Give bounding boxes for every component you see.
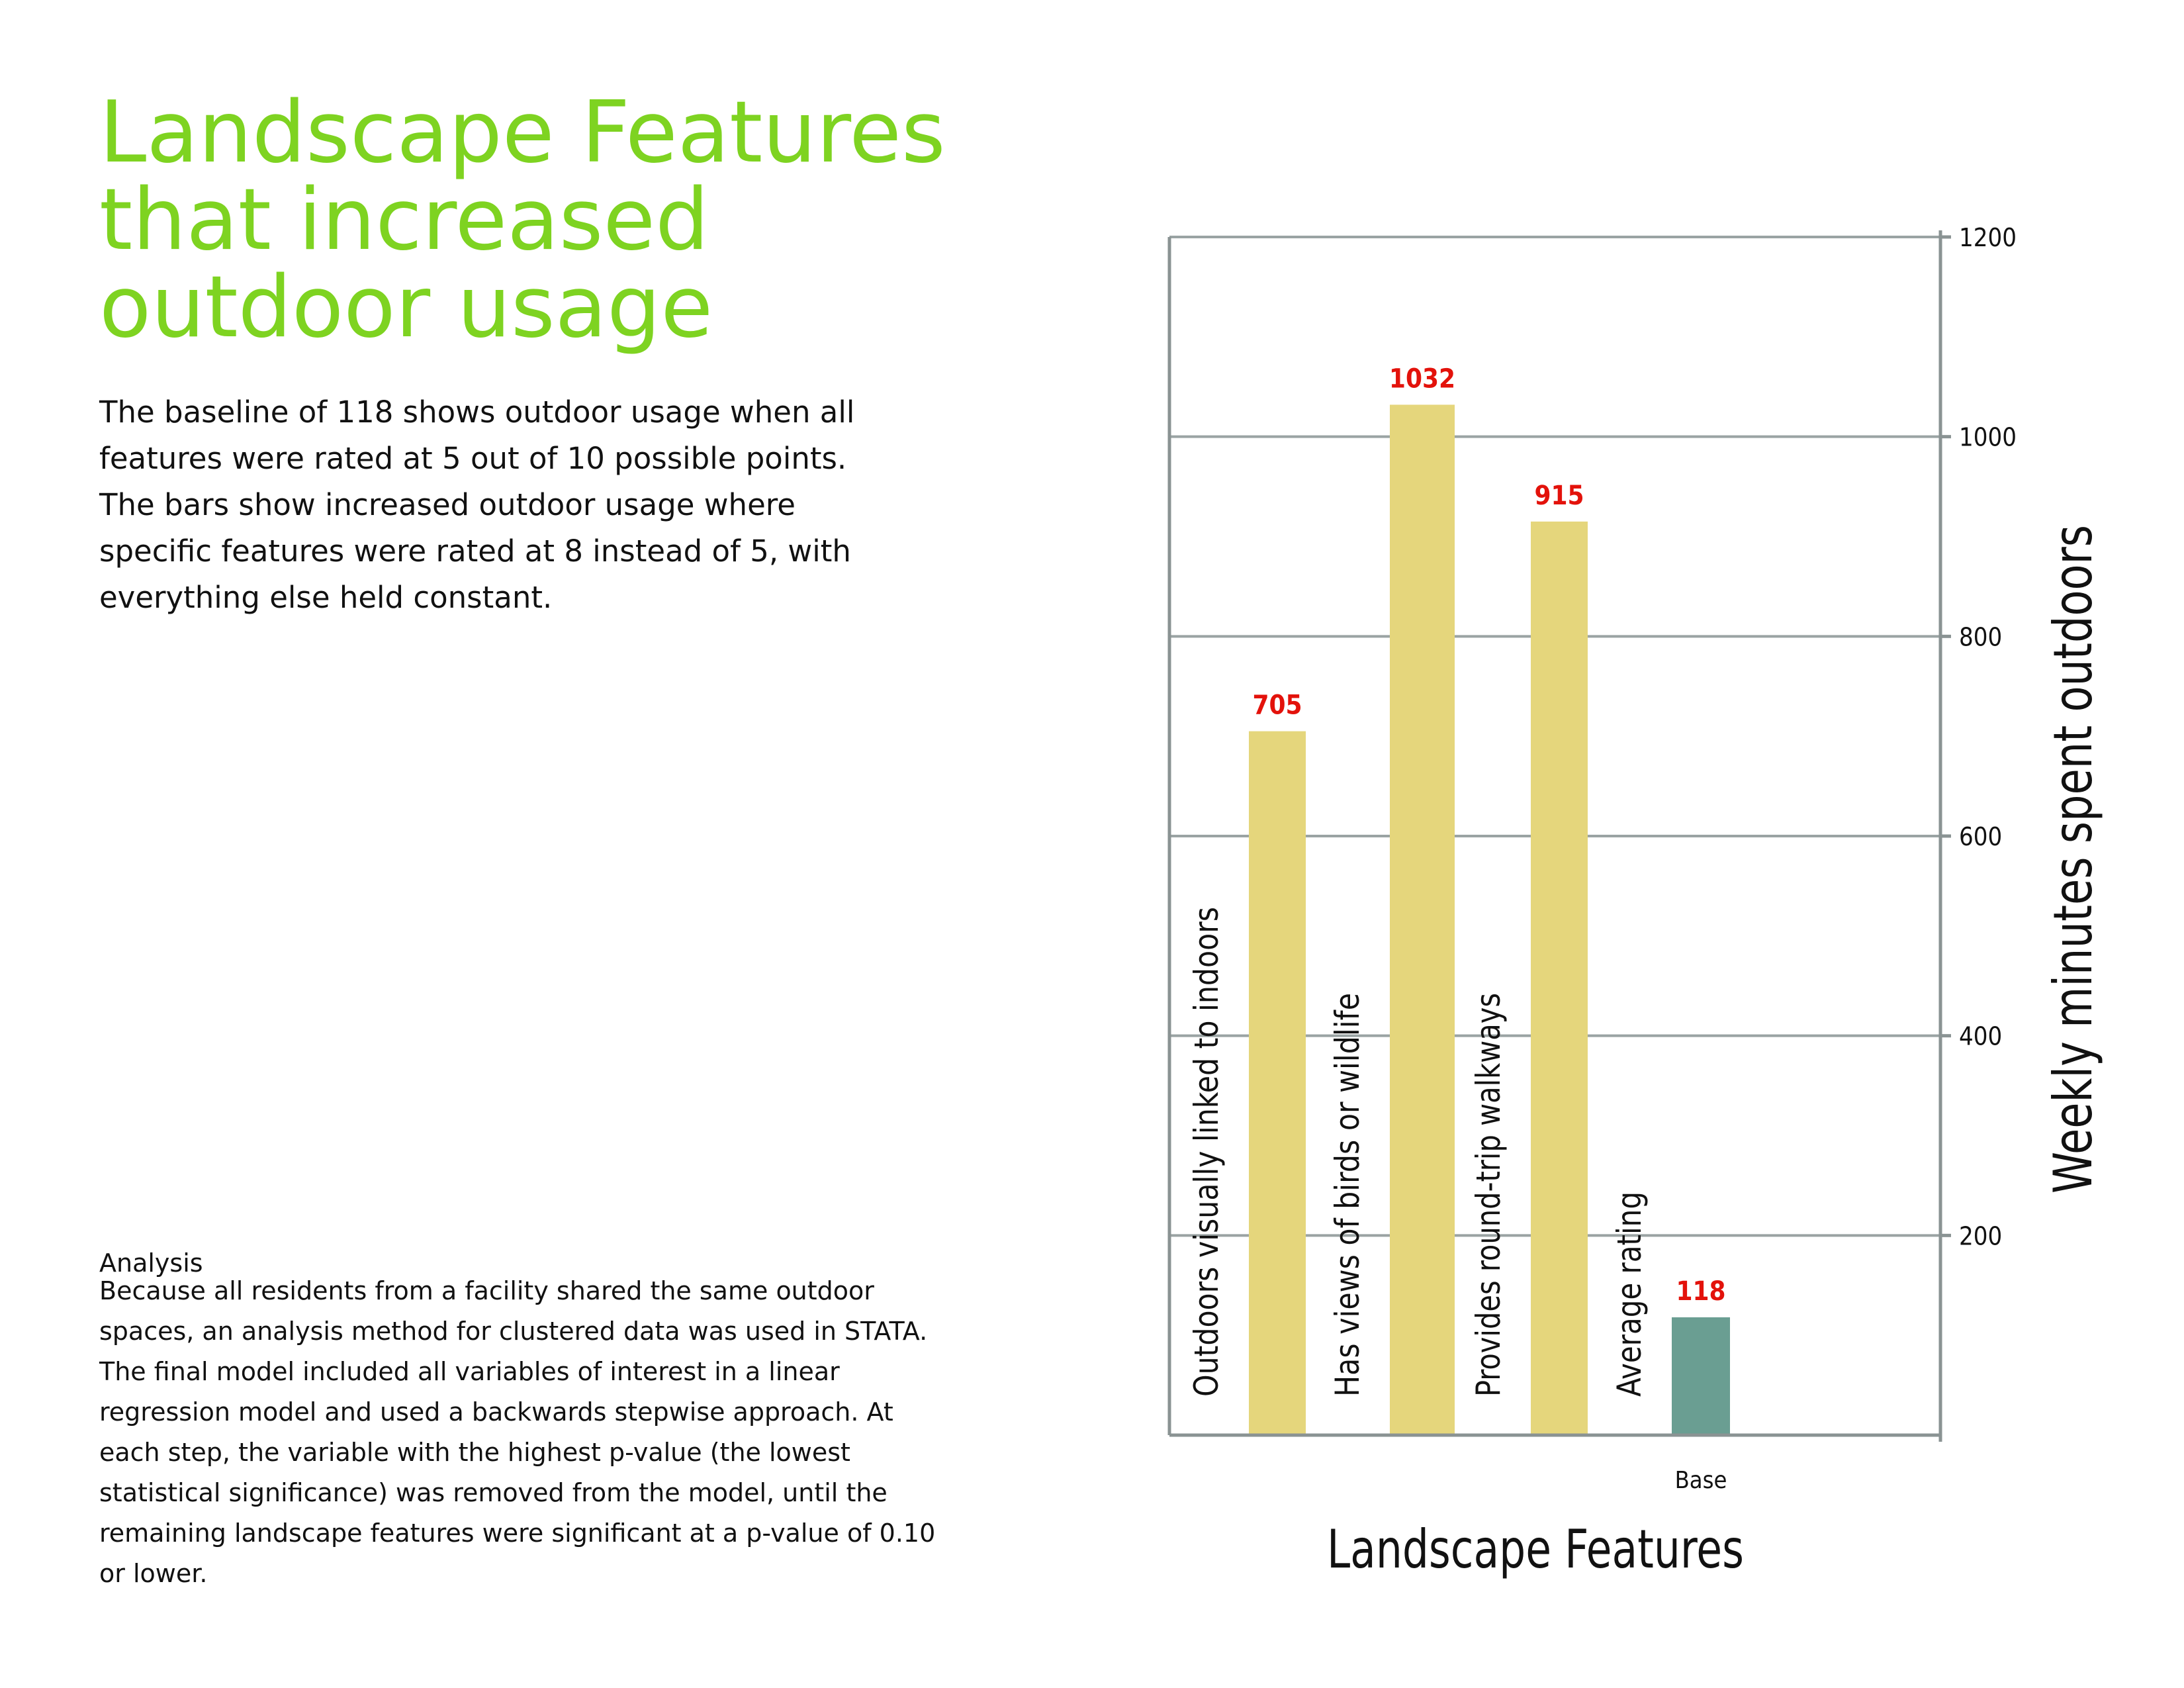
category-label: Outdoors visually linked to indoors bbox=[1187, 880, 1226, 1397]
analysis-body: Because all residents from a facility shared the same outdoor spaces, an analysis method for clustered data was used in STATA. The final model included all variables of interest in a linear regression model and used a backwards stepwise approach. At each step, the variable with the highest p-value (the lowest statistical significance) was removed from the model, until the remaining landscape features were significant at a p-value of 0.10 or lower. bbox=[99, 1276, 936, 1588]
base-bar-caption: Base bbox=[1674, 1467, 1727, 1494]
value-label: 1032 bbox=[1388, 363, 1456, 395]
y-tick-label: 1200 bbox=[1959, 223, 2017, 252]
category-label: Has views of birds or wildlife bbox=[1328, 971, 1367, 1397]
value-label: 118 bbox=[1676, 1276, 1726, 1307]
title-line-3: outdoor usage bbox=[99, 258, 713, 357]
value-label: 705 bbox=[1252, 690, 1302, 721]
y-axis-title: Weekly minutes spent outdoors bbox=[2042, 439, 2104, 1194]
y-tick-label: 400 bbox=[1959, 1021, 2003, 1051]
bar bbox=[1672, 1317, 1730, 1435]
intro-paragraph: The baseline of 118 shows outdoor usage when all features were rated at 5 out of 10 possible points. The bars show increased outdoor usage where specific features were rated at 8 instead of 5, with everything else held constant. bbox=[99, 395, 855, 615]
bar bbox=[1390, 404, 1455, 1435]
analysis-heading: Analysis bbox=[99, 1248, 203, 1278]
bar bbox=[1249, 731, 1306, 1435]
value-label: 915 bbox=[1534, 480, 1584, 511]
category-label: Average rating bbox=[1610, 1177, 1649, 1397]
category-label: Provides round-trip walkways bbox=[1469, 960, 1508, 1397]
y-tick-label: 600 bbox=[1959, 822, 2003, 851]
y-tick-label: 200 bbox=[1959, 1221, 2003, 1251]
y-tick-label: 1000 bbox=[1959, 422, 2017, 452]
title-line-2: that increased bbox=[99, 171, 709, 269]
y-tick-label: 800 bbox=[1959, 622, 2003, 652]
title-line-1: Landscape Features bbox=[99, 83, 946, 182]
label-layer bbox=[1187, 363, 2104, 1580]
x-axis-title: Landscape Features bbox=[1327, 1519, 1744, 1580]
bar bbox=[1531, 522, 1588, 1435]
